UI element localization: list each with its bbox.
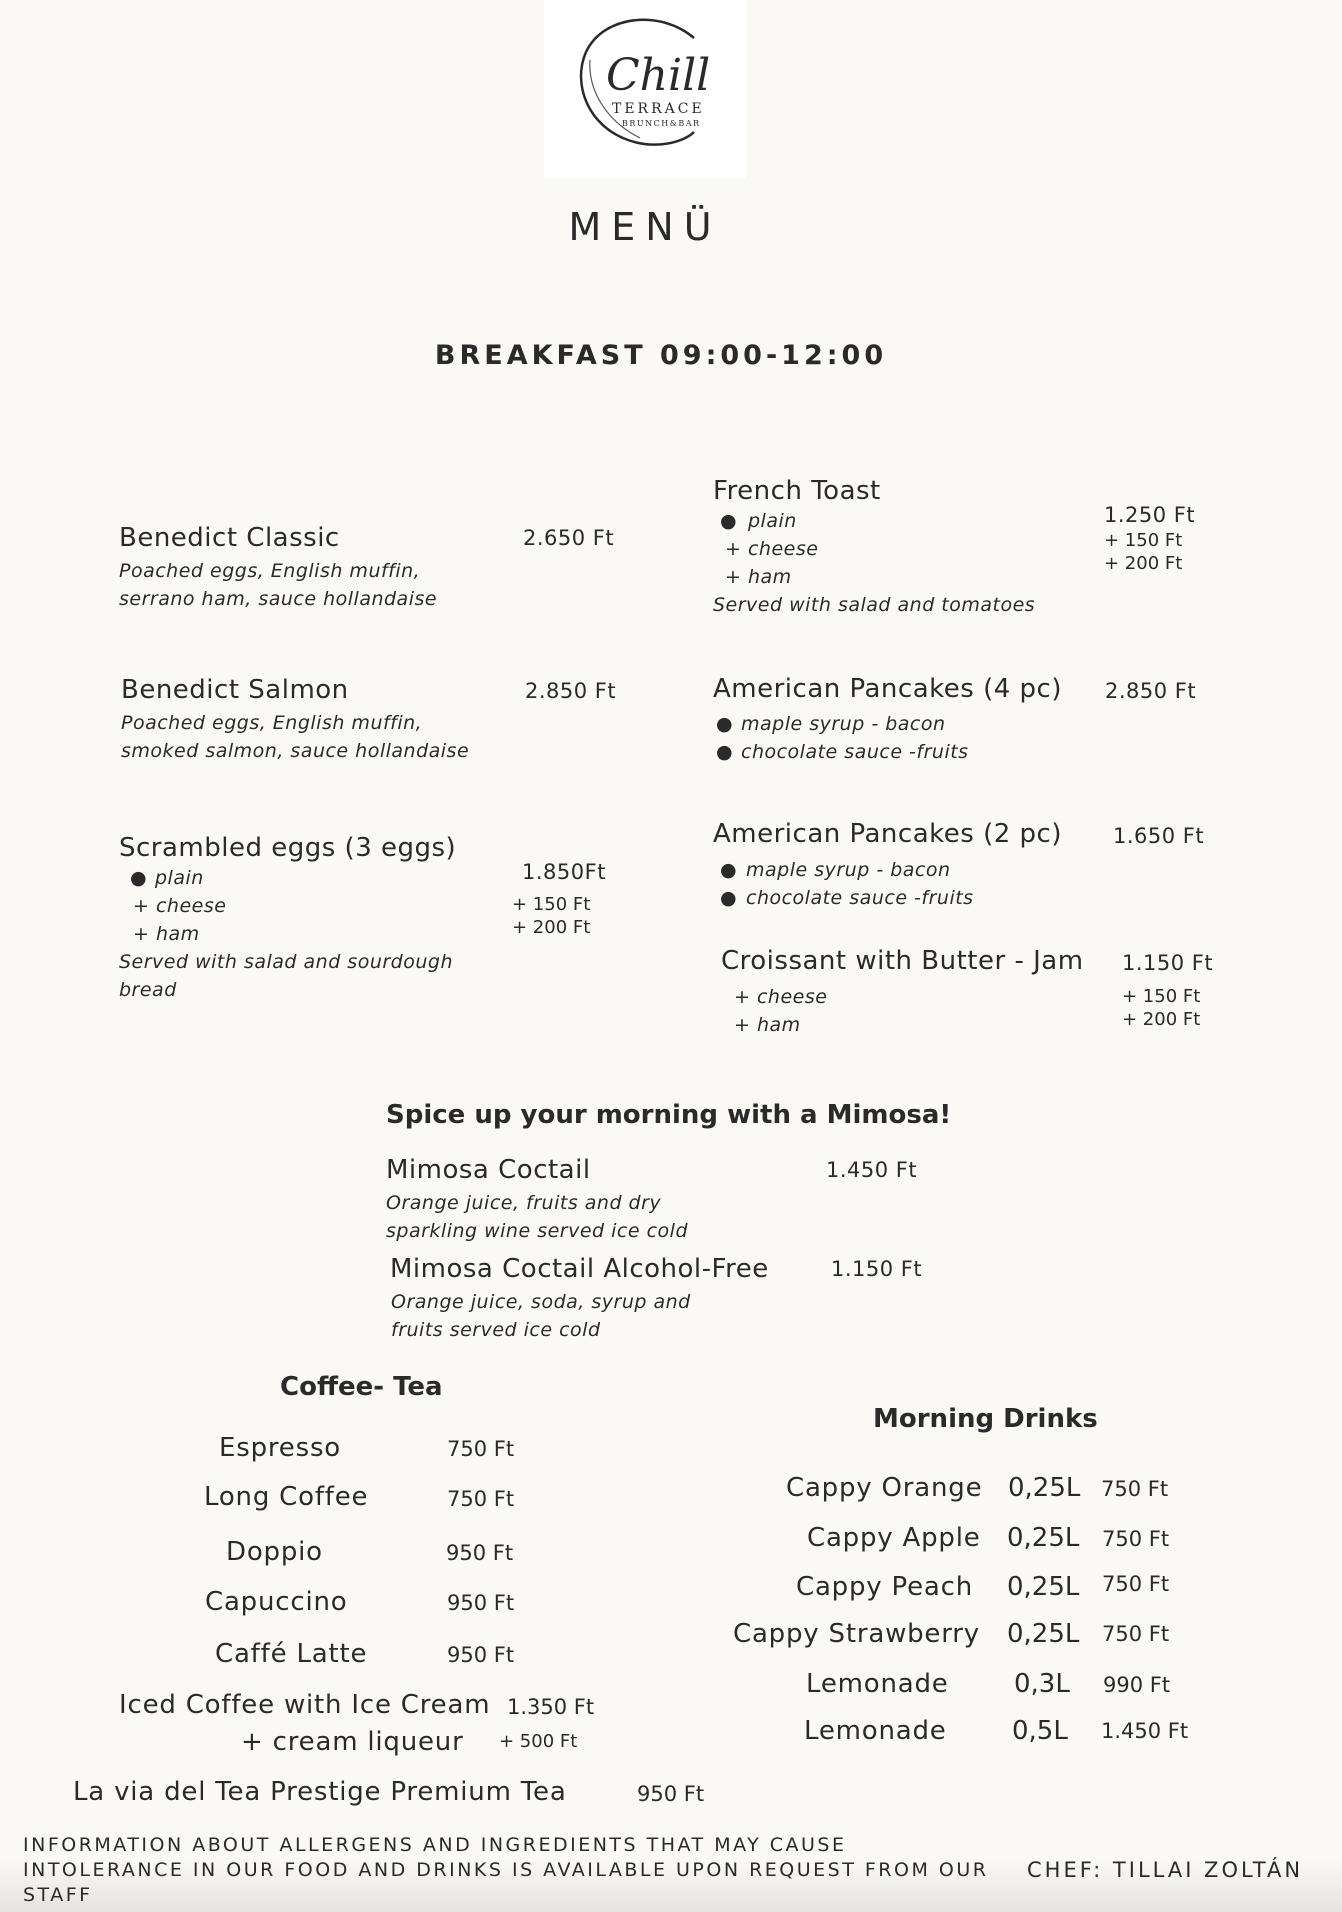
item-name: French Toast <box>713 476 881 506</box>
item-desc: Poached eggs, English muffin, <box>121 712 423 734</box>
coffee-name: + cream liqueur <box>241 1727 464 1757</box>
item-desc: fruits served ice cold <box>391 1319 601 1341</box>
section-title: BREAKFAST 09:00-12:00 <box>434 340 888 371</box>
item-name: Croissant with Butter - Jam <box>721 946 1084 976</box>
coffee-name: Iced Coffee with Ice Cream <box>119 1690 491 1720</box>
item-price: 1.850Ft <box>522 860 606 884</box>
option: chocolate sauce -fruits <box>741 741 969 763</box>
item-name: Benedict Classic <box>119 523 340 553</box>
drink-name: Lemonade <box>804 1716 947 1746</box>
item-desc: Poached eggs, English muffin, <box>119 560 421 582</box>
item-name: Mimosa Coctail <box>386 1155 591 1185</box>
item-desc: Served with salad and sourdough <box>119 951 454 973</box>
page-title: MENÜ <box>568 205 722 249</box>
bullet: ● <box>720 887 738 909</box>
chef-name: CHEF: TILLAI ZOLTÁN <box>1027 1858 1304 1882</box>
coffee-price: 1.350 Ft <box>507 1695 595 1719</box>
coffee-price: 750 Ft <box>447 1487 515 1511</box>
item-price: 1.250 Ft <box>1104 503 1196 527</box>
logo <box>544 0 746 178</box>
option: + ham <box>133 923 200 945</box>
option: + ham <box>725 566 792 588</box>
item-price: 2.650 Ft <box>523 526 615 550</box>
drink-price: 750 Ft <box>1102 1572 1170 1596</box>
option: maple syrup - bacon <box>741 713 946 735</box>
drink-name: Cappy Orange <box>786 1473 983 1503</box>
drink-price: 750 Ft <box>1102 1527 1170 1551</box>
addon-price: + 150 Ft <box>512 894 591 915</box>
coffee-price: + 500 Ft <box>499 1731 578 1752</box>
drink-price: 1.450 Ft <box>1101 1719 1189 1743</box>
coffee-price: 950 Ft <box>446 1541 514 1565</box>
coffee-name: Caffé Latte <box>215 1639 368 1669</box>
coffee-name: Espresso <box>219 1433 341 1463</box>
drink-volume: 0,25L <box>1007 1572 1080 1602</box>
drinks-heading: Morning Drinks <box>873 1404 1098 1434</box>
drink-volume: 0,3L <box>1014 1669 1070 1699</box>
option: + cheese <box>725 538 819 560</box>
option: plain <box>748 510 797 532</box>
option: + cheese <box>133 895 227 917</box>
coffee-name: Capuccino <box>205 1587 348 1617</box>
option: chocolate sauce -fruits <box>746 887 974 909</box>
coffee-price: 950 Ft <box>637 1782 705 1806</box>
bullet: ● <box>716 713 734 735</box>
item-price: 1.150 Ft <box>1122 951 1214 975</box>
logo-sub: BRUNCH&BAR <box>622 119 701 128</box>
item-desc: Orange juice, fruits and dry <box>386 1192 662 1214</box>
addon-price: + 200 Ft <box>512 917 591 938</box>
option: maple syrup - bacon <box>746 859 951 881</box>
allergen-info: INFORMATION ABOUT ALLERGENS AND INGREDIENTS THAT MAY CAUSE <box>23 1834 847 1856</box>
bullet: ● <box>130 867 148 889</box>
addon-price: + 150 Ft <box>1104 530 1183 551</box>
addon-price: + 200 Ft <box>1122 1009 1201 1030</box>
coffee-name: Long Coffee <box>204 1482 369 1512</box>
drink-volume: 0,25L <box>1008 1473 1081 1503</box>
option: + ham <box>734 1014 801 1036</box>
item-price: 2.850 Ft <box>525 679 617 703</box>
item-desc: Served with salad and tomatoes <box>713 594 1036 616</box>
logo-script: Chill <box>606 50 711 101</box>
drink-price: 990 Ft <box>1103 1673 1171 1697</box>
drink-volume: 0,25L <box>1007 1619 1080 1649</box>
addon-price: + 150 Ft <box>1122 986 1201 1007</box>
coffee-name: La via del Tea Prestige Premium Tea <box>73 1777 567 1807</box>
item-name: Benedict Salmon <box>121 675 349 705</box>
addon-price: + 200 Ft <box>1104 553 1183 574</box>
logo-name: TERRACE <box>612 101 705 117</box>
bullet: ● <box>716 741 734 763</box>
drink-price: 750 Ft <box>1101 1477 1169 1501</box>
item-price: 2.850 Ft <box>1105 679 1197 703</box>
item-name: Scrambled eggs (3 eggs) <box>119 833 457 863</box>
drink-volume: 0,5L <box>1012 1716 1068 1746</box>
item-desc: Orange juice, soda, syrup and <box>391 1291 691 1313</box>
item-name: American Pancakes (4 pc) <box>713 674 1062 704</box>
item-price: 1.650 Ft <box>1113 824 1205 848</box>
bullet: ● <box>720 510 738 532</box>
item-desc: sparkling wine served ice cold <box>386 1220 689 1242</box>
allergen-info: STAFF <box>23 1884 93 1906</box>
coffee-heading: Coffee- Tea <box>280 1372 443 1402</box>
coffee-price: 950 Ft <box>447 1591 515 1615</box>
item-desc: serrano ham, sauce hollandaise <box>119 588 438 610</box>
bullet: ● <box>720 859 738 881</box>
drink-name: Cappy Peach <box>796 1572 974 1602</box>
item-desc: smoked salmon, sauce hollandaise <box>121 740 470 762</box>
allergen-info: INTOLERANCE IN OUR FOOD AND DRINKS IS AVAILABLE UPON REQUEST FROM OUR <box>23 1859 989 1881</box>
mimosa-heading: Spice up your morning with a Mimosa! <box>386 1100 952 1130</box>
drink-price: 750 Ft <box>1102 1622 1170 1646</box>
item-price: 1.450 Ft <box>826 1158 918 1182</box>
option: plain <box>155 867 204 889</box>
drink-name: Lemonade <box>806 1669 949 1699</box>
option: + cheese <box>734 986 828 1008</box>
coffee-price: 950 Ft <box>447 1643 515 1667</box>
item-name: American Pancakes (2 pc) <box>713 819 1062 849</box>
drink-name: Cappy Strawberry <box>733 1619 980 1649</box>
item-desc: bread <box>119 979 177 1001</box>
coffee-name: Doppio <box>226 1537 323 1567</box>
item-price: 1.150 Ft <box>831 1257 923 1281</box>
drink-name: Cappy Apple <box>807 1523 981 1553</box>
coffee-price: 750 Ft <box>447 1437 515 1461</box>
drink-volume: 0,25L <box>1007 1523 1080 1553</box>
item-name: Mimosa Coctail Alcohol-Free <box>390 1254 769 1284</box>
